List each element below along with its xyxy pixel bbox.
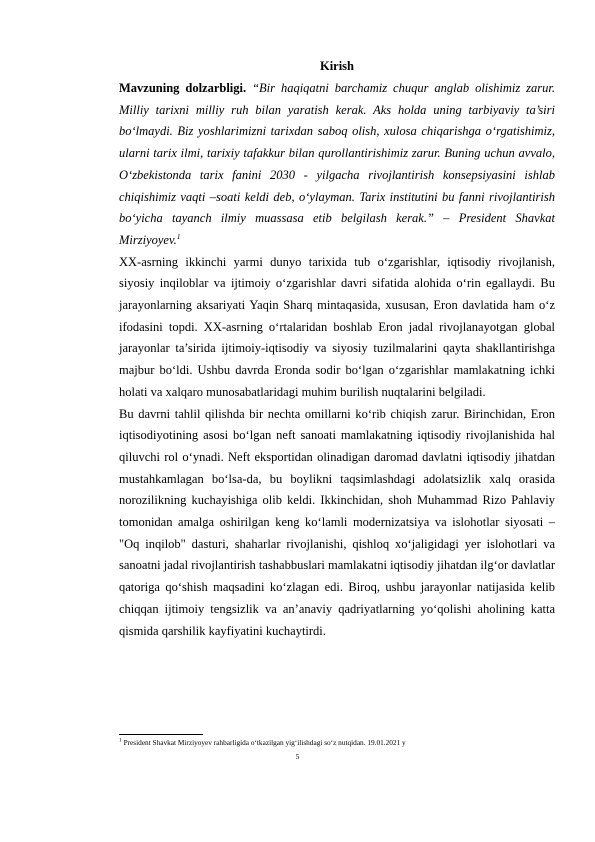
- page-title: Kirish: [319, 59, 355, 73]
- footnote-reference[interactable]: 1: [176, 231, 181, 241]
- intro-lead: Mavzuning dolzarbligi.: [119, 81, 247, 95]
- footnote: [119, 738, 559, 748]
- page-body: [119, 57, 555, 642]
- body-paragraph-1: XX-asrning ikkinchi yarmi dunyo tarixida tub o‘zgarishlar, iqtisodiy rivojlanish, siyosiy inqiloblar va ijtimoiy o‘zgarishlar davri sifatida alohida o‘rin egallaydi. Bu jarayonlarning aksariyati Yaqin Sharq mintaqasida, xususan, Eron davlatida ham o‘z ifodasini topdi. XX-asrning o‘rtalaridan boshlab Eron jadal rivojlanayotgan global jarayonlar ta’sirida ijtimoiy-iqtisodiy va siyosiy tuzilmalarini qayta shakllantirishga majbur bo‘ldi. Ushbu davrda Eronda sodir bo‘lgan o‘zgarishlar mamlakatning ichki holati va xalqaro munosabatlaridagi muhim burilish nuqtalarini belgiladi.: [119, 254, 555, 399]
- footnote-text: President Shavkat Mirziyoyev rahbarligida o‘tkazilgan yig‘ilishdagi so‘z nutqidan. 19.01.2021 y: [121, 738, 406, 747]
- body-paragraph-2: Bu davrni tahlil qilishda bir nechta omillarni ko‘rib chiqish zarur. Birinchidan, Eron iqtisodiyotining asosi bo‘lgan neft sanoati mamlakatning iqtisodiy rivojlanishida hal qiluvchi rol o‘ynadi. Neft eksportidan olinadigan daromad davlatni iqtisodiy jihatdan mustahkamlagan bo‘lsa-da, bu boylikni taqsimlashdagi adolatsizlik xalq orasida norozilikning kuchayishiga olib keldi. Ikkinchidan, shoh Muhammad Rizo Pahlaviy tomonidan amalga oshirilgan keng ko‘lamli modernizatsiya va islohotlar siyosati – "Oq inqilob" dasturi, shaharlar rivojlanishi, qishloq xo‘jaligidagi yer islohotlari va sanoatni jadal rivojlantirish tashabbuslari mamlakatni iqtisodiy jihatdan ilg‘or davlatlar qatoriga qo‘shish maqsadini ko‘zlagan edi. Biroq, ushbu jarayonlar natijasida kelib chiqqan ijtimoiy tengsizlik va an’anaviy qadriyatlarning yo‘qolishi aholining katta qismida qarshilik kayfiyatini kuchaytirdi.: [119, 406, 556, 638]
- page-number: 5: [295, 752, 300, 761]
- intro-quote: “Bir haqiqatni barchamiz chuqur anglab olishimiz zarur. Milliy tarixni milliy ruh bilan yaratish kerak. Aks holda uning tarbiyaviy ta’siri bo‘lmaydi. Biz yoshlarimizni tarixdan saboq olish, xulosa chiqarishga o‘rgatishimiz, ularni tarix ilmi, tarixiy tafakkur bilan qurollantirishimiz zarur. Buning uchun avvalo, O‘zbekistonda tarix fanini 2030 - yilgacha rivojlantirish konsepsiyasini ishlab chiqishimiz vaqti –soati keldi deb, o‘ylayman. Tarix institutini bu fanni rivojlantirish bo‘yicha tayanch ilmiy muassasa etib belgilash kerak.” – President Shavkat Mirziyoyev.: [119, 81, 555, 247]
- intro-paragraph: [119, 78, 555, 252]
- footnote-number: 1: [119, 737, 122, 744]
- footnote-divider: [119, 734, 203, 735]
